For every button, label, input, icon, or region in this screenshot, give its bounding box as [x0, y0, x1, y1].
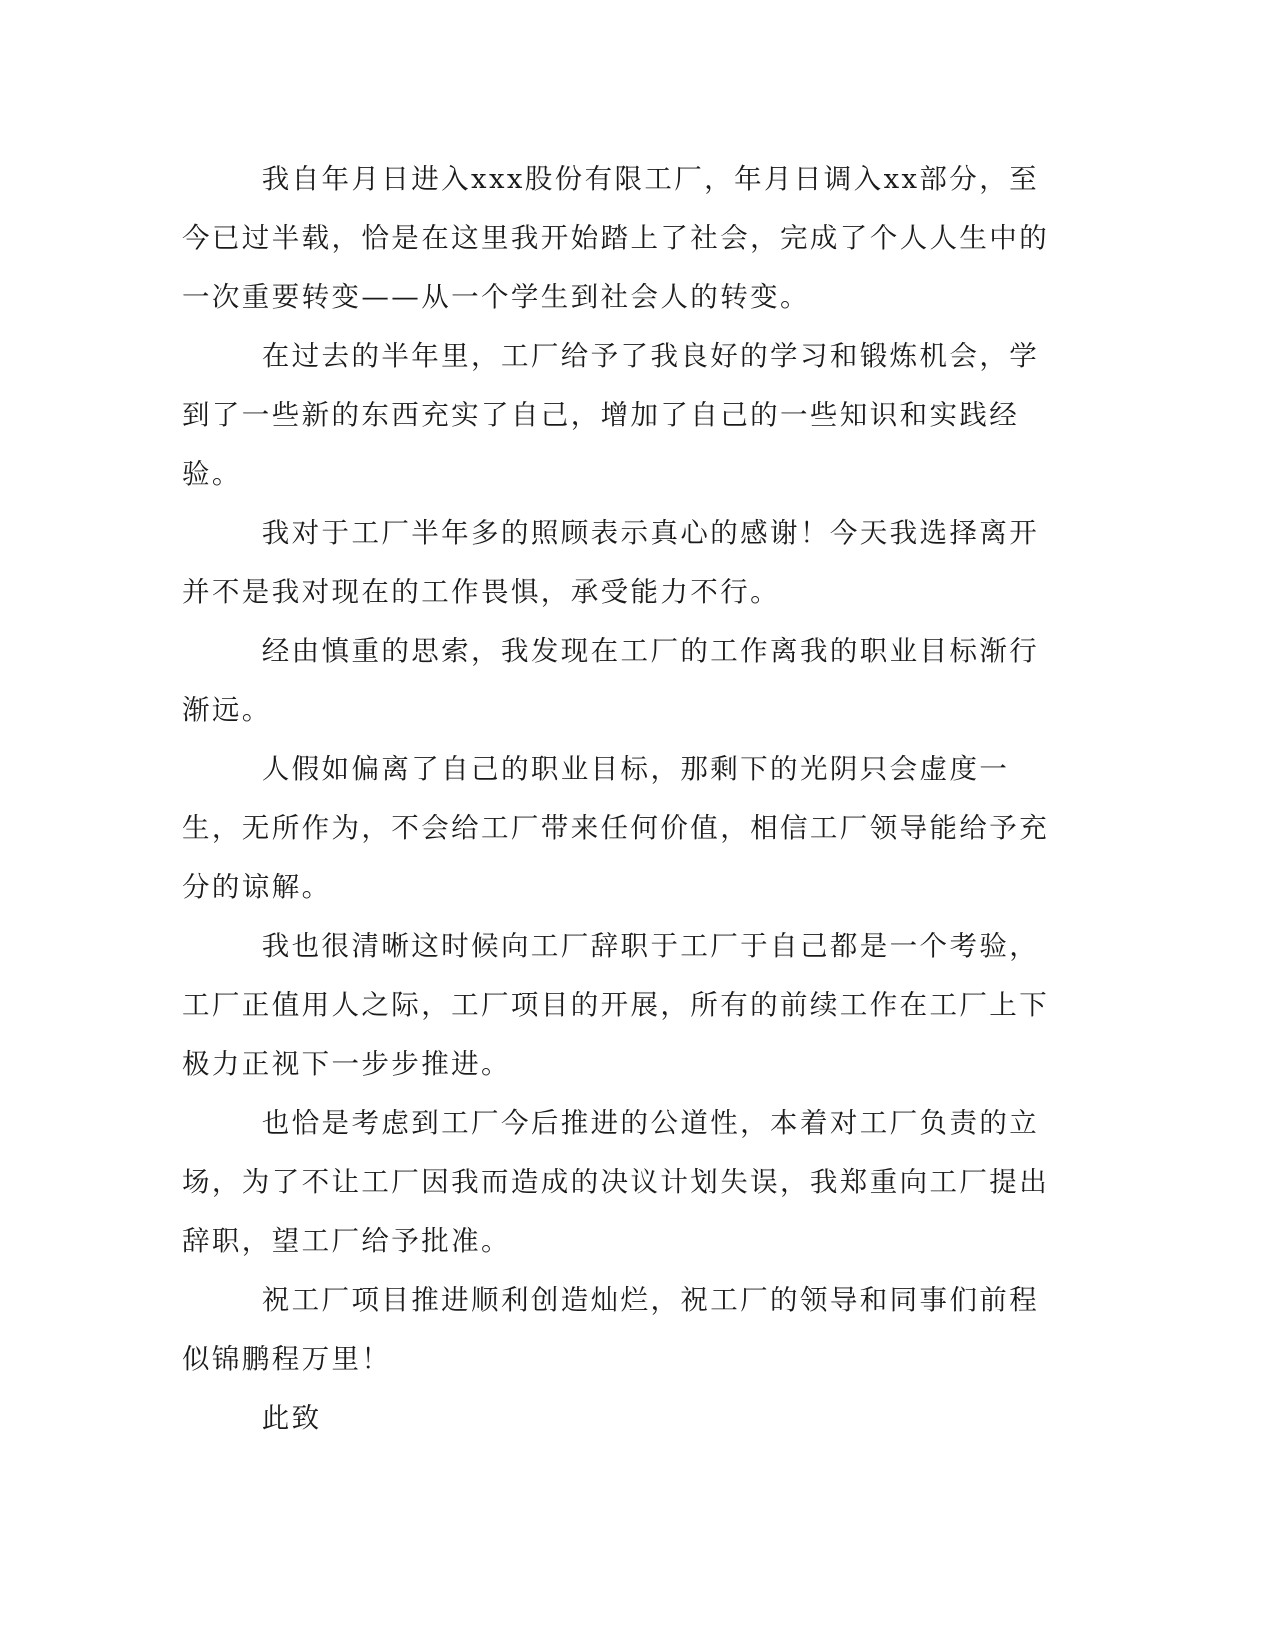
- paragraph-3: 我对于工厂半年多的照顾表示真心的感谢！今天我选择离开并不是我对现在的工作畏惧，承受能力不行。: [182, 517, 1040, 608]
- letter-body: [182, 150, 1062, 1448]
- paragraph-7: 也恰是考虑到工厂今后推进的公道性，本着对工厂负责的立场，为了不让工厂因我而造成的决议计划失误，我郑重向工厂提出辞职，望工厂给予批准。: [182, 1107, 1050, 1257]
- paragraph-1: 我自年月日进入xxx股份有限工厂，年月日调入xx部分，至今已过半载，恰是在这里我开始踏上了社会，完成了个人人生中的一次重要转变——从一个学生到社会人的转变。: [182, 163, 1050, 313]
- closing-salutation: 此致: [261, 1402, 322, 1434]
- paragraph-4: 经由慎重的思索，我发现在工厂的工作离我的职业目标渐行渐远。: [182, 635, 1040, 726]
- paragraph-8: 祝工厂项目推进顺利创造灿烂，祝工厂的领导和同事们前程似锦鹏程万里！: [182, 1284, 1040, 1375]
- paragraph-6: 我也很清晰这时候向工厂辞职于工厂于自己都是一个考验，工厂正值用人之际，工厂项目的开展，所有的前续工作在工厂上下极力正视下一步步推进。: [182, 930, 1050, 1080]
- paragraph-2: 在过去的半年里，工厂给予了我良好的学习和锻炼机会，学到了一些新的东西充实了自己，增加了自己的一些知识和实践经验。: [182, 340, 1040, 490]
- paragraph-5: 人假如偏离了自己的职业目标，那剩下的光阴只会虚度一生，无所作为，不会给工厂带来任何价值，相信工厂领导能给予充分的谅解。: [182, 753, 1050, 903]
